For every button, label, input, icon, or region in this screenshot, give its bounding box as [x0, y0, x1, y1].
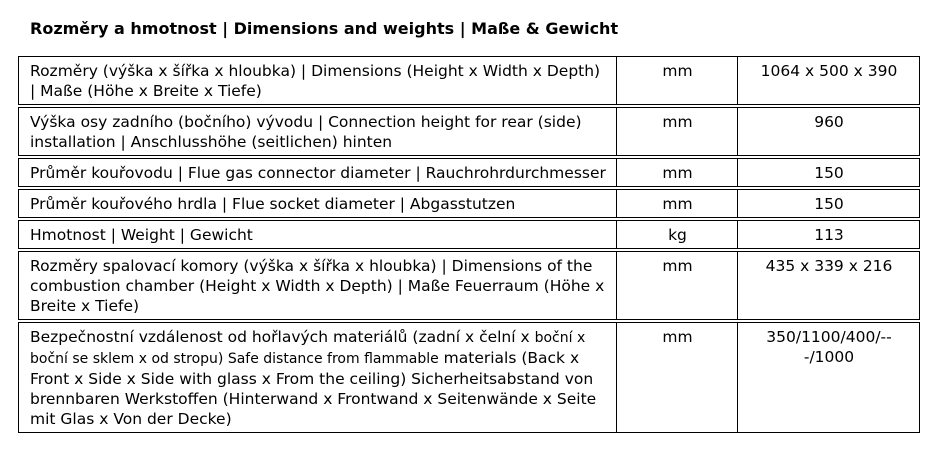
row-unit: kg	[617, 220, 738, 249]
row-label-part: boční x boční se sklem x od stropu) Safe distance from flammable	[30, 330, 586, 367]
row-unit: mm	[617, 322, 738, 433]
row-unit: mm	[617, 158, 738, 187]
row-label: Hmotnost | Weight | Gewicht	[18, 220, 617, 249]
row-value: 435 x 339 x 216	[738, 251, 920, 320]
table-row	[18, 220, 920, 249]
row-unit: mm	[617, 56, 738, 105]
section-heading: Rozměry a hmotnost | Dimensions and weights | Maße & Gewicht	[30, 19, 619, 38]
row-value: 960	[738, 107, 920, 156]
row-value: 350/1100/400/---/1000	[738, 322, 920, 433]
row-label: Průměr kouřového hrdla | Flue socket diameter | Abgasstutzen	[18, 189, 617, 218]
row-value: 1064 x 500 x 390	[738, 56, 920, 105]
table-row	[18, 158, 920, 187]
row-label: Průměr kouřovodu | Flue gas connector diameter | Rauchrohrdurchmesser	[18, 158, 617, 187]
row-value: 150	[738, 158, 920, 187]
row-label: Rozměry (výška x šířka x hloubka) | Dimensions (Height x Width x Depth) | Maße (Höhe x Breite x Tiefe)	[18, 56, 617, 105]
table-row	[18, 251, 920, 320]
row-unit: mm	[617, 189, 738, 218]
row-label: Výška osy zadního (bočního) vývodu | Connection height for rear (side) installation | Anschlusshöhe (seitlichen) hinten	[18, 107, 617, 156]
table-row	[18, 189, 920, 218]
row-unit: mm	[617, 107, 738, 156]
dimensions-table	[18, 54, 920, 435]
row-value: 113	[738, 220, 920, 249]
row-value: 150	[738, 189, 920, 218]
row-unit: mm	[617, 251, 738, 320]
row-label-part: materials (Back x Front x Side x Side with glass x From the ceiling) Sicherheitsabstand von brennbaren Werkstoffen (Hinterwand x Frontwand x Seitenwände x Seite mit Glas x Von der Decke)	[30, 349, 597, 428]
row-label: Rozměry spalovací komory (výška x šířka x hloubka) | Dimensions of the combustion chamber (Height x Width x Depth) | Maße Feuerraum (Höhe x Breite x Tiefe)	[18, 251, 617, 320]
row-label-part: Bezpečnostní vzdálenost od hořlavých materiálů (zadní x čelní x	[30, 328, 535, 346]
table-row	[18, 322, 920, 433]
table-row	[18, 56, 920, 105]
table-row	[18, 107, 920, 156]
row-label	[18, 322, 617, 433]
